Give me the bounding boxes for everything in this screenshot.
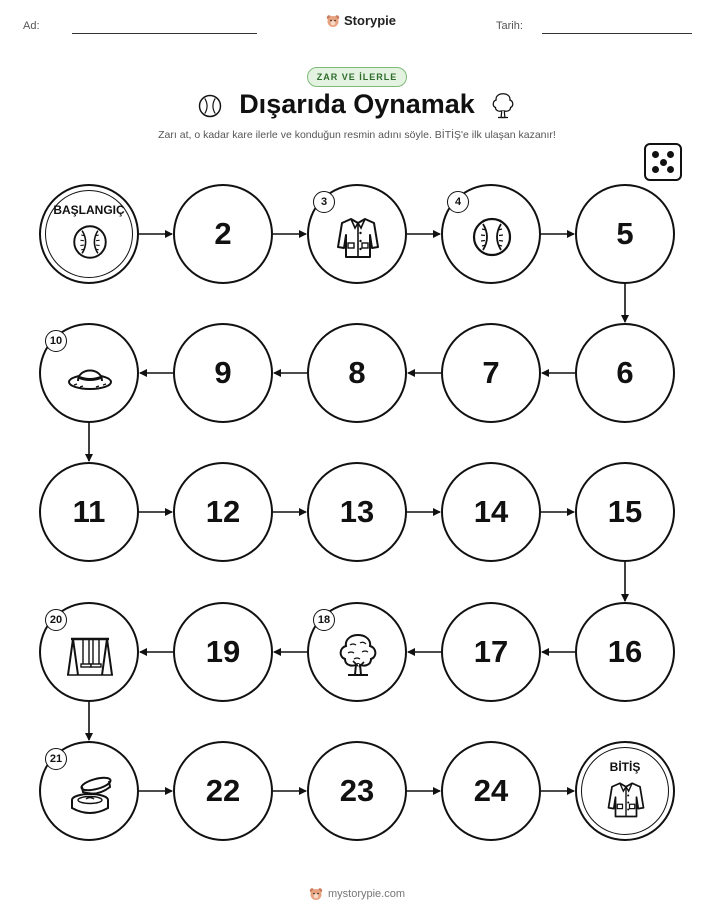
board-space-23 (307, 741, 407, 841)
board-space-5 (575, 184, 675, 284)
space-number: 5 (616, 216, 634, 251)
tree-icon (334, 631, 382, 679)
bear-icon (309, 887, 323, 901)
board-space-3 (307, 184, 407, 284)
board-space-11 (39, 462, 139, 562)
board-space-4 (441, 184, 541, 284)
date-label: Tarih: (496, 20, 523, 32)
space-number: 19 (205, 634, 241, 669)
board-space-9 (173, 323, 273, 423)
space-number: 10 (45, 330, 67, 352)
space-number: 14 (473, 494, 509, 529)
space-number: 9 (214, 355, 232, 390)
board-space-15 (575, 462, 675, 562)
swing-set-icon (66, 631, 114, 679)
footer-url: mystorypie.com (327, 888, 406, 900)
jacket-icon (605, 778, 647, 820)
space-number: 21 (45, 748, 67, 770)
board-space-18 (307, 602, 407, 702)
board-space-2 (173, 184, 273, 284)
board-space-20 (39, 602, 139, 702)
baseball-icon (69, 221, 111, 263)
space-number: 17 (473, 634, 509, 669)
board-space-7 (441, 323, 541, 423)
space-number: 15 (607, 494, 643, 529)
footer (0, 887, 714, 901)
start-space (39, 184, 139, 284)
board-space-24 (441, 741, 541, 841)
board-space-21 (39, 741, 139, 841)
space-number: 6 (616, 355, 634, 390)
space-number: 22 (205, 773, 241, 808)
space-number: 18 (313, 609, 335, 631)
space-number: 20 (45, 609, 67, 631)
space-number: 13 (339, 494, 375, 529)
baseball-icon (468, 213, 516, 261)
space-number: 3 (313, 191, 335, 213)
board-space-10 (39, 323, 139, 423)
space-number: 16 (607, 634, 643, 669)
board-space-17 (441, 602, 541, 702)
space-number: 23 (339, 773, 375, 808)
space-number: 8 (348, 355, 366, 390)
finish-space (575, 741, 675, 841)
board-space-16 (575, 602, 675, 702)
board-space-14 (441, 462, 541, 562)
board-space-19 (173, 602, 273, 702)
space-number: 24 (473, 773, 509, 808)
page-title: Dışarıda Oynamak (239, 89, 475, 119)
game-type-badge: ZAR VE İLERLE (307, 67, 407, 87)
jacket-icon (334, 213, 382, 261)
instructions: Zarı at, o kadar kare ilerle ve konduğun resmin adını söyle. BİTİŞ'e ilk ulaşan kazanır! (158, 129, 556, 141)
start-label: BAŞLANGIÇ (53, 203, 125, 217)
space-number: 4 (447, 191, 469, 213)
name-label: Ad: (23, 20, 40, 32)
sunscreen-jar-icon (66, 770, 114, 818)
space-number: 7 (482, 355, 500, 390)
brand-name: Storypie (344, 13, 397, 28)
space-number: 2 (214, 216, 232, 251)
board-space-8 (307, 323, 407, 423)
space-number: 11 (72, 494, 106, 529)
space-number: 12 (205, 494, 241, 529)
board-space-6 (575, 323, 675, 423)
board-space-13 (307, 462, 407, 562)
board-space-22 (173, 741, 273, 841)
sun-hat-icon (66, 352, 114, 400)
board-space-12 (173, 462, 273, 562)
finish-label: BİTİŞ (609, 760, 641, 774)
